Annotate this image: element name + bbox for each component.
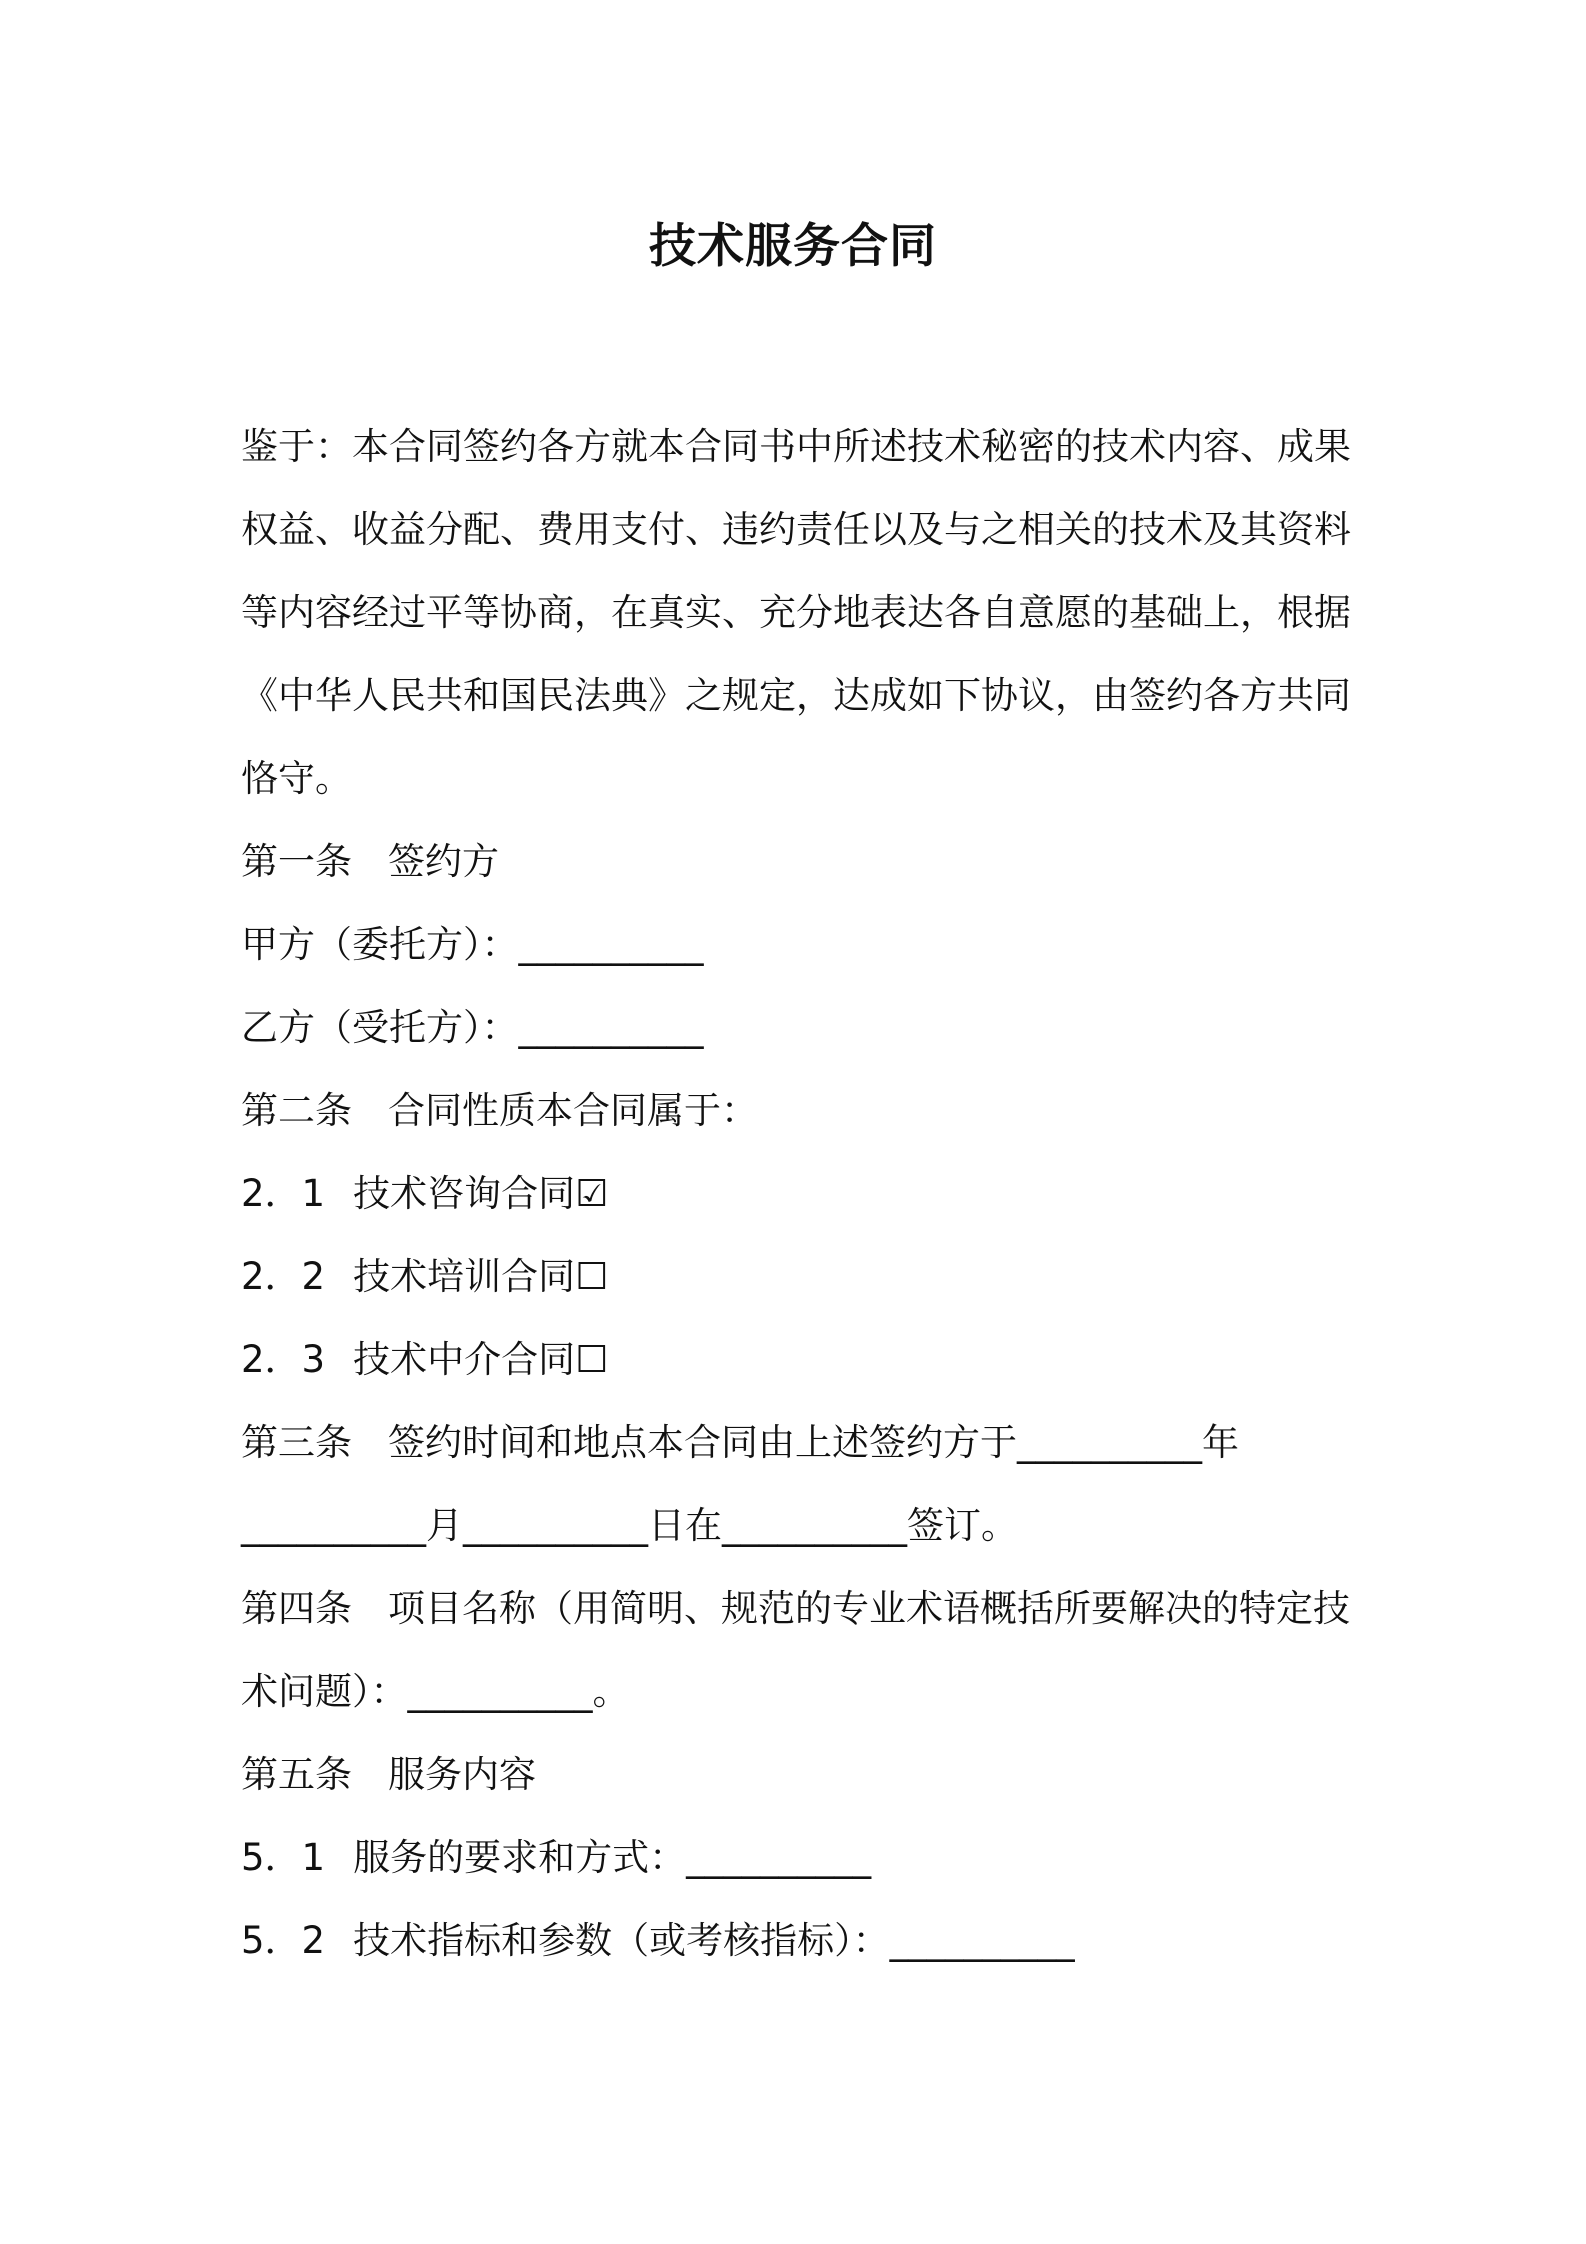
item-number: 5．1 — [241, 1836, 326, 1879]
option-text: 技术咨询合同 — [353, 1172, 576, 1215]
preamble-line: 鉴于：本合同签约各方就本合同书中所述技术秘密的技术内容、成果 — [241, 425, 1351, 468]
article-2-text: 合同性质本合同属于： — [388, 1089, 758, 1132]
article-1-text: 签约方 — [388, 840, 499, 883]
article-4-label: 第四条 — [241, 1587, 352, 1630]
option-text: 技术培训合同 — [353, 1255, 576, 1298]
preamble-line: 等内容经过平等协商，在真实、充分地表达各自意愿的基础上，根据 — [241, 591, 1351, 634]
option-text: 技术中介合同 — [353, 1338, 576, 1381]
contract-type-option — [241, 1318, 1361, 1401]
option-number: 2．3 — [241, 1338, 326, 1381]
article-3-heading — [241, 1401, 1361, 1484]
service-item — [241, 1899, 1361, 1982]
article-2-label: 第二条 — [241, 1089, 352, 1132]
article-5-heading — [241, 1733, 1361, 1816]
empty-checkbox-icon: ☐ — [575, 1338, 609, 1381]
preamble-line: 恪守。 — [241, 757, 352, 800]
article-2-heading — [241, 1069, 1361, 1152]
checked-checkbox-icon: ☑ — [575, 1172, 609, 1215]
article-4-heading — [241, 1567, 1361, 1650]
article-1-label: 第一条 — [241, 840, 352, 883]
document-body — [241, 405, 1361, 1982]
party-b-line: 乙方（受托方）：__________ — [241, 1006, 704, 1049]
article-4-continuation: 术问题）：__________。 — [241, 1670, 630, 1713]
empty-checkbox-icon: ☐ — [575, 1255, 609, 1298]
service-item — [241, 1816, 1361, 1899]
article-3-continuation: __________月__________日在__________签订。 — [241, 1504, 1018, 1547]
item-text: 技术指标和参数（或考核指标）：__________ — [353, 1919, 1075, 1962]
preamble-line: 权益、收益分配、费用支付、违约责任以及与之相关的技术及其资料 — [241, 508, 1351, 551]
article-1-heading — [241, 820, 1361, 903]
contract-type-option — [241, 1235, 1361, 1318]
option-number: 2．2 — [241, 1255, 326, 1298]
option-number: 2．1 — [241, 1172, 326, 1215]
article-5-label: 第五条 — [241, 1753, 352, 1796]
contract-type-option — [241, 1152, 1361, 1235]
article-4-text: 项目名称（用简明、规范的专业术语概括所要解决的特定技 — [388, 1587, 1350, 1630]
article-5-text: 服务内容 — [388, 1753, 536, 1796]
document-title: 技术服务合同 — [649, 219, 937, 274]
article-3-text: 签约时间和地点本合同由上述签约方于__________年 — [388, 1421, 1239, 1464]
article-3-label: 第三条 — [241, 1421, 352, 1464]
item-text: 服务的要求和方式：__________ — [353, 1836, 872, 1879]
item-number: 5．2 — [241, 1919, 326, 1962]
preamble-line: 《中华人民共和国民法典》之规定，达成如下协议，由签约各方共同 — [241, 674, 1351, 717]
party-a-line: 甲方（委托方）：__________ — [241, 923, 704, 966]
